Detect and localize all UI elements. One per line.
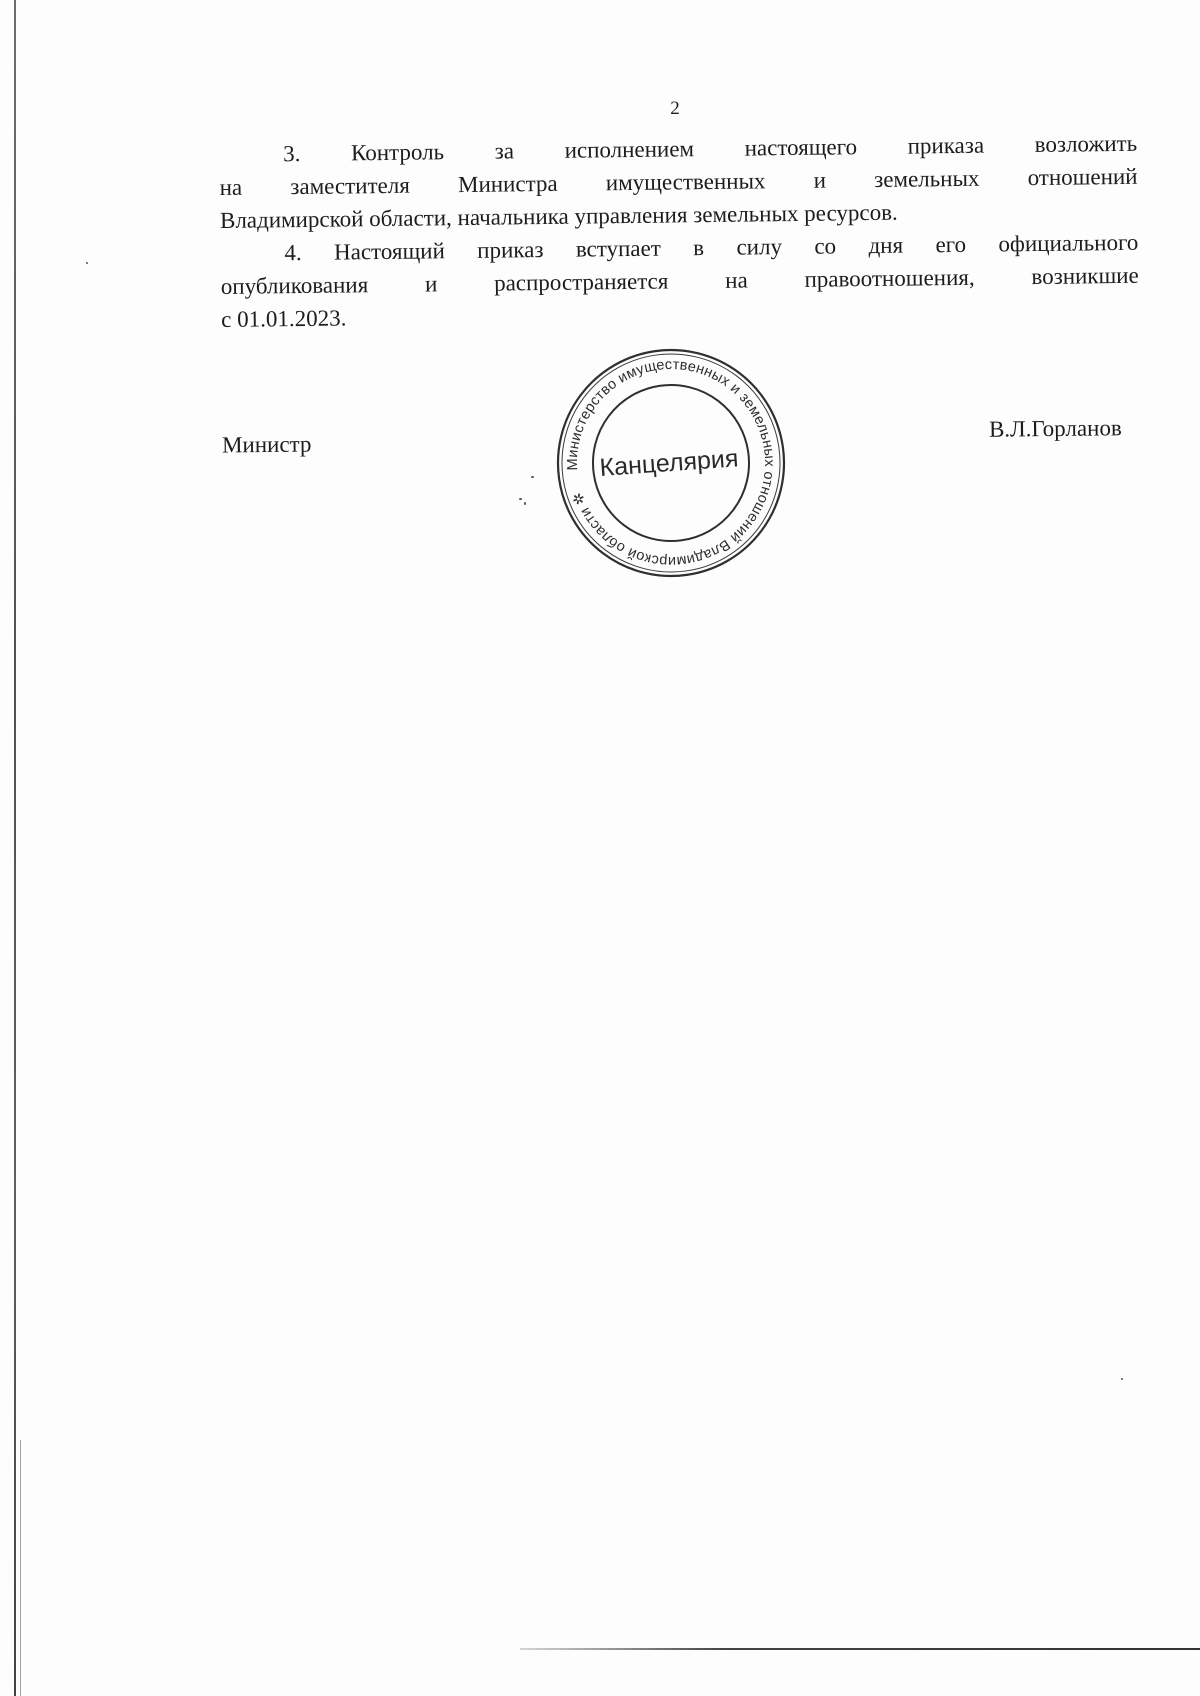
paragraph-4 bbox=[220, 226, 1139, 336]
scan-speck bbox=[86, 262, 88, 264]
scan-edge-line-secondary bbox=[20, 1440, 21, 1696]
paragraph-line: опубликования и распространяется на правоотношения, возникшие bbox=[220, 262, 1139, 299]
seal-ring-textpath: Министерство имущественных и земельных отношений Владимирской области ✲ bbox=[564, 356, 778, 570]
scan-speck bbox=[524, 502, 526, 505]
paragraph-3 bbox=[219, 127, 1138, 237]
page-number: 2 bbox=[670, 98, 680, 119]
paragraph-line: на заместителя Министра имущественных и земельных отношений bbox=[219, 163, 1138, 200]
office-seal-stamp bbox=[553, 345, 789, 581]
paragraph-line: 4. Настоящий приказ вступает в силу со дня его официального bbox=[284, 229, 1139, 266]
scan-edge-line bbox=[14, 0, 16, 1696]
signer-position: Министр bbox=[221, 431, 312, 458]
signer-name: В.Л.Горланов bbox=[989, 415, 1123, 442]
scan-speck bbox=[531, 476, 534, 478]
seal-center-text: Канцелярия bbox=[598, 444, 740, 482]
scan-bottom-line bbox=[520, 1648, 1200, 1650]
paragraph-line: 3. Контроль за исполнением настоящего приказа возложить bbox=[283, 130, 1138, 167]
scan-speck bbox=[1121, 1378, 1123, 1380]
paragraph-line: Владимирской области, начальника управления земельных ресурсов. bbox=[219, 199, 898, 233]
paragraph-line: с 01.01.2023. bbox=[221, 305, 347, 332]
order-text bbox=[219, 127, 1139, 336]
scan-speck bbox=[519, 498, 522, 500]
